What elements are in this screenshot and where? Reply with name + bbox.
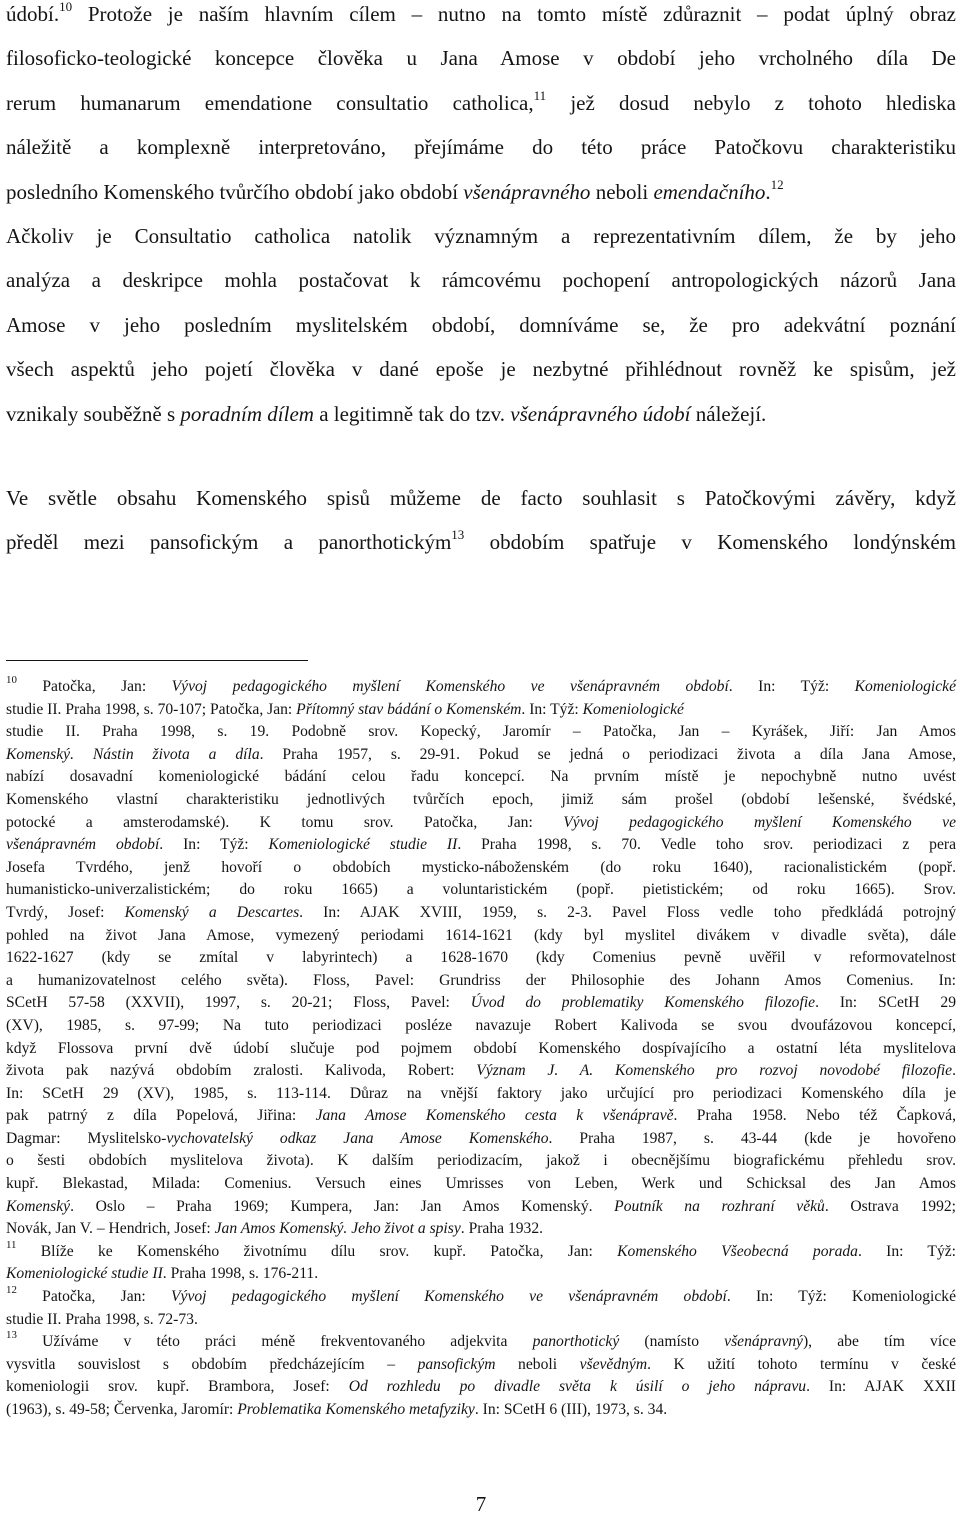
- text-line: Komenského vlastní charakteristiku jednotlivých tvůrčích epoch, jimiž sám prošel (období lešenské, švédské,: [6, 790, 956, 808]
- text-line: všech aspektů jeho pojetí člověka v dané epoše je nezbytné přihlédnout rovněž ke spisům, jež: [6, 357, 956, 382]
- footnote-marker: 11: [533, 87, 547, 103]
- text-line: komeniologii srov. kupř. Brambora, Josef: Od rozhledu po divadle světa k úsilí o jeho nápravu. In: AJAK XXII: [6, 1378, 956, 1396]
- text-line: kupř. Blekastad, Milada: Comenius. Versuch eines Umrisses von Leben, Werk und Schicksal des Jan Amos: [6, 1175, 956, 1193]
- text-line: pohled na život Jana Amose, vymezený periodami 1614-1621 (kdy byl myslitel divákem v divadle světa), dále: [6, 926, 956, 944]
- text-line: (XV), 1985, s. 97-99; Na tuto periodizaci posléze navazuje Robert Kalivoda se svou dvoufázovou koncepcí,: [6, 1016, 956, 1034]
- text-line: náležitě a komplexně interpretováno, přejímáme do této práce Patočkovu charakteristiku: [6, 135, 956, 160]
- text-line: Tvrdý, Josef: Komenský a Descartes. In: AJAK XVIII, 1959, s. 2-3. Pavel Floss vedle toho předkládá potrojný: [6, 903, 956, 921]
- text-line: když Flossova první dvě údobí slučuje pod pojmem období Komenského dospívajícího a ostatní léta myslitelova: [6, 1039, 956, 1057]
- footnotes: [6, 676, 956, 1422]
- text-line: o šesti obdobích myslitelova života). K dalším periodizacím, jakož i obecnějšímu biografickému přehledu srov.: [6, 1152, 956, 1170]
- page-number: 7: [475, 1492, 487, 1516]
- text-line: Josefa Tvrdého, jenž hovoří o obdobích mysticko-náboženském (do roku 1640), racionalistickém (popř.: [6, 858, 956, 876]
- text-line: $^{10}$ Patočka, Jan: Vývoj pedagogického myšlení Komenského ve všenápravném období. In: Týž: Komeniologické: [6, 674, 956, 695]
- text-line: údobí.$^{10}$ Protože je naším hlavním cílem – nutno na tomto místě zdůraznit – podat úplný obraz: [6, 0, 956, 26]
- text-line: všenápravném období. In: Týž: Komeniologické studie II. Praha 1998, s. 70. Vedle toho srov. periodizaci z pera: [6, 836, 956, 854]
- text-line: humanisticko-univerzalistickém; do roku 1665) a voluntaristickém (popř. pietistickém; od roku 1665). Srov.: [6, 881, 956, 899]
- footnote-marker: 13: [451, 527, 465, 543]
- text-line: pak patrný z díla Popelová, Jiřina: Jana Amose Komenského cesta k všenápravě. Praha 1958. Nebo též Čapková,: [6, 1107, 957, 1125]
- text-line: Novák, Jan V. – Hendrich, Josef: Jan Amos Komenský. Jeho život a spisy. Praha 1932.: [6, 1220, 544, 1238]
- text-line: nabízí dosavadní komeniologické bádání celou řadu koncepcí. Na prvním místě je nepochybně nutno uvést: [6, 768, 956, 786]
- footnote-marker: 10: [6, 674, 17, 687]
- text-line: $^{11}$ Blíže ke Komenského životnímu dílu srov. kupř. Patočka, Jan: Komenského Všeobecná porada. In: Týž:: [6, 1239, 957, 1260]
- text-line: analýza a deskripce mohla postačovat k rámcovému pochopení antropologických názorů Jana: [6, 268, 956, 293]
- text-line: potocké a amsterodamské). K tomu srov. Patočka, Jan: Vývoj pedagogického myšlení Komenského ve: [6, 813, 956, 831]
- text-line: Ve světle obsahu Komenského spisů můžeme de facto souhlasit s Patočkovými závěry, když: [6, 486, 956, 510]
- footnote-separator: [6, 660, 308, 661]
- text-line: studie II. Praha 1998, s. 19. Podobně srov. Kopecký, Jaromír – Patočka, Jan – Kyrášek, Jiří: Jan Amos: [6, 723, 956, 741]
- text-line: Dagmar: Myslitelsko-vychovatelský odkaz Jana Amose Komenského. Praha 1987, s. 43-44 (kde je hovořeno: [6, 1129, 956, 1147]
- text-line: In: SCetH 29 (XV), 1985, s. 113-114. Důraz na vnější faktory jako určující pro periodizaci Komenského díla je: [6, 1084, 956, 1102]
- text-line: posledního Komenského tvůrčího období jako období všenápravného neboli emendačního.$^{12}$: [6, 176, 784, 204]
- text-line: Amose v jeho posledním myslitelském období, domníváme se, že pro adekvátní poznání: [6, 312, 956, 337]
- text-line: studie II. Praha 1998, s. 72-73.: [6, 1310, 198, 1328]
- text-line: studie II. Praha 1998, s. 70-107; Patočka, Jan: Přítomný stav bádání o Komenském. In: Týž: Komeniologické: [6, 700, 684, 718]
- text-line: SCetH 57-58 (XXVII), 1997, s. 20-21; Floss, Pavel: Úvod do problematiky Komenského filozofie. In: SCetH 29: [6, 994, 956, 1012]
- text-line: předěl mezi pansofickým a panorthotickým$^{13}$ obdobím spatřuje v Komenského londýnském: [6, 527, 956, 555]
- footnote-marker: 10: [59, 0, 73, 15]
- text-line: (1963), s. 49-58; Červenka, Jaromír: Problematika Komenského metafyziky. In: SCetH 6 (III), 1973, s. 34.: [6, 1401, 668, 1418]
- text-line: $^{12}$ Patočka, Jan: Vývoj pedagogického myšlení Komenského ve všenápravném období. In: Týž: Komeniologické: [6, 1284, 956, 1306]
- text-line: $^{13}$ Užíváme v této práci méně frekventovaného adjekvita panorthotický (namísto všenápravný), abe tím více: [6, 1329, 956, 1351]
- text-line: rerum humanarum emendatione consultatio catholica,$^{11}$ jež dosud nebylo z tohoto hlediska: [6, 87, 956, 115]
- paragraph-2: [6, 476, 956, 565]
- footnote-marker: 12: [6, 1284, 17, 1297]
- footnote-marker: 13: [6, 1329, 17, 1342]
- text-line: 1622-1627 (kdy se zmítal v labyrintech) a 1628-1670 (kdy Comenius pevně uvěřil v reformovatelnost: [6, 949, 956, 967]
- footnote-marker: 12: [770, 176, 784, 192]
- text-line: Ačkoliv je Consultatio catholica natolik významným a reprezentativním dílem, že by jeho: [6, 224, 956, 249]
- text-line: vznikaly souběžně s poradním dílem a legitimně tak do tzv. všenápravného údobí náležejí.: [6, 401, 767, 426]
- text-line: a humanizovatelnost celého světa). Floss, Pavel: Grundriss der Philosophie des Johann Amos Comenius. In:: [6, 971, 956, 989]
- text-line: vysvitla souvislost s obdobím předcházejícím – pansofickým neboli vševědným. K užití tohoto termínu v české: [6, 1355, 956, 1373]
- text-line: života pak nazývá obdobím zralosti. Kalivoda, Robert: Význam J. A. Komenského pro rozvoj novodobé filozofie.: [6, 1062, 956, 1080]
- footnote-marker: 11: [6, 1239, 17, 1252]
- text-line: filosoficko-teologické koncepce člověka u Jana Amose v období jeho vrcholného díla De: [6, 46, 956, 71]
- text-line: Komenský. Oslo – Praha 1969; Kumpera, Jan: Jan Amos Komenský. Poutník na rozhraní věků. Ostrava 1992;: [6, 1197, 956, 1215]
- text-line: Komenský. Nástin života a díla. Praha 1957, s. 29-91. Pokud se jedná o periodizaci života a díla Jana Amose,: [6, 745, 956, 763]
- paragraph-1: [6, 0, 956, 436]
- text-line: Komeniologické studie II. Praha 1998, s. 176-211.: [6, 1265, 319, 1283]
